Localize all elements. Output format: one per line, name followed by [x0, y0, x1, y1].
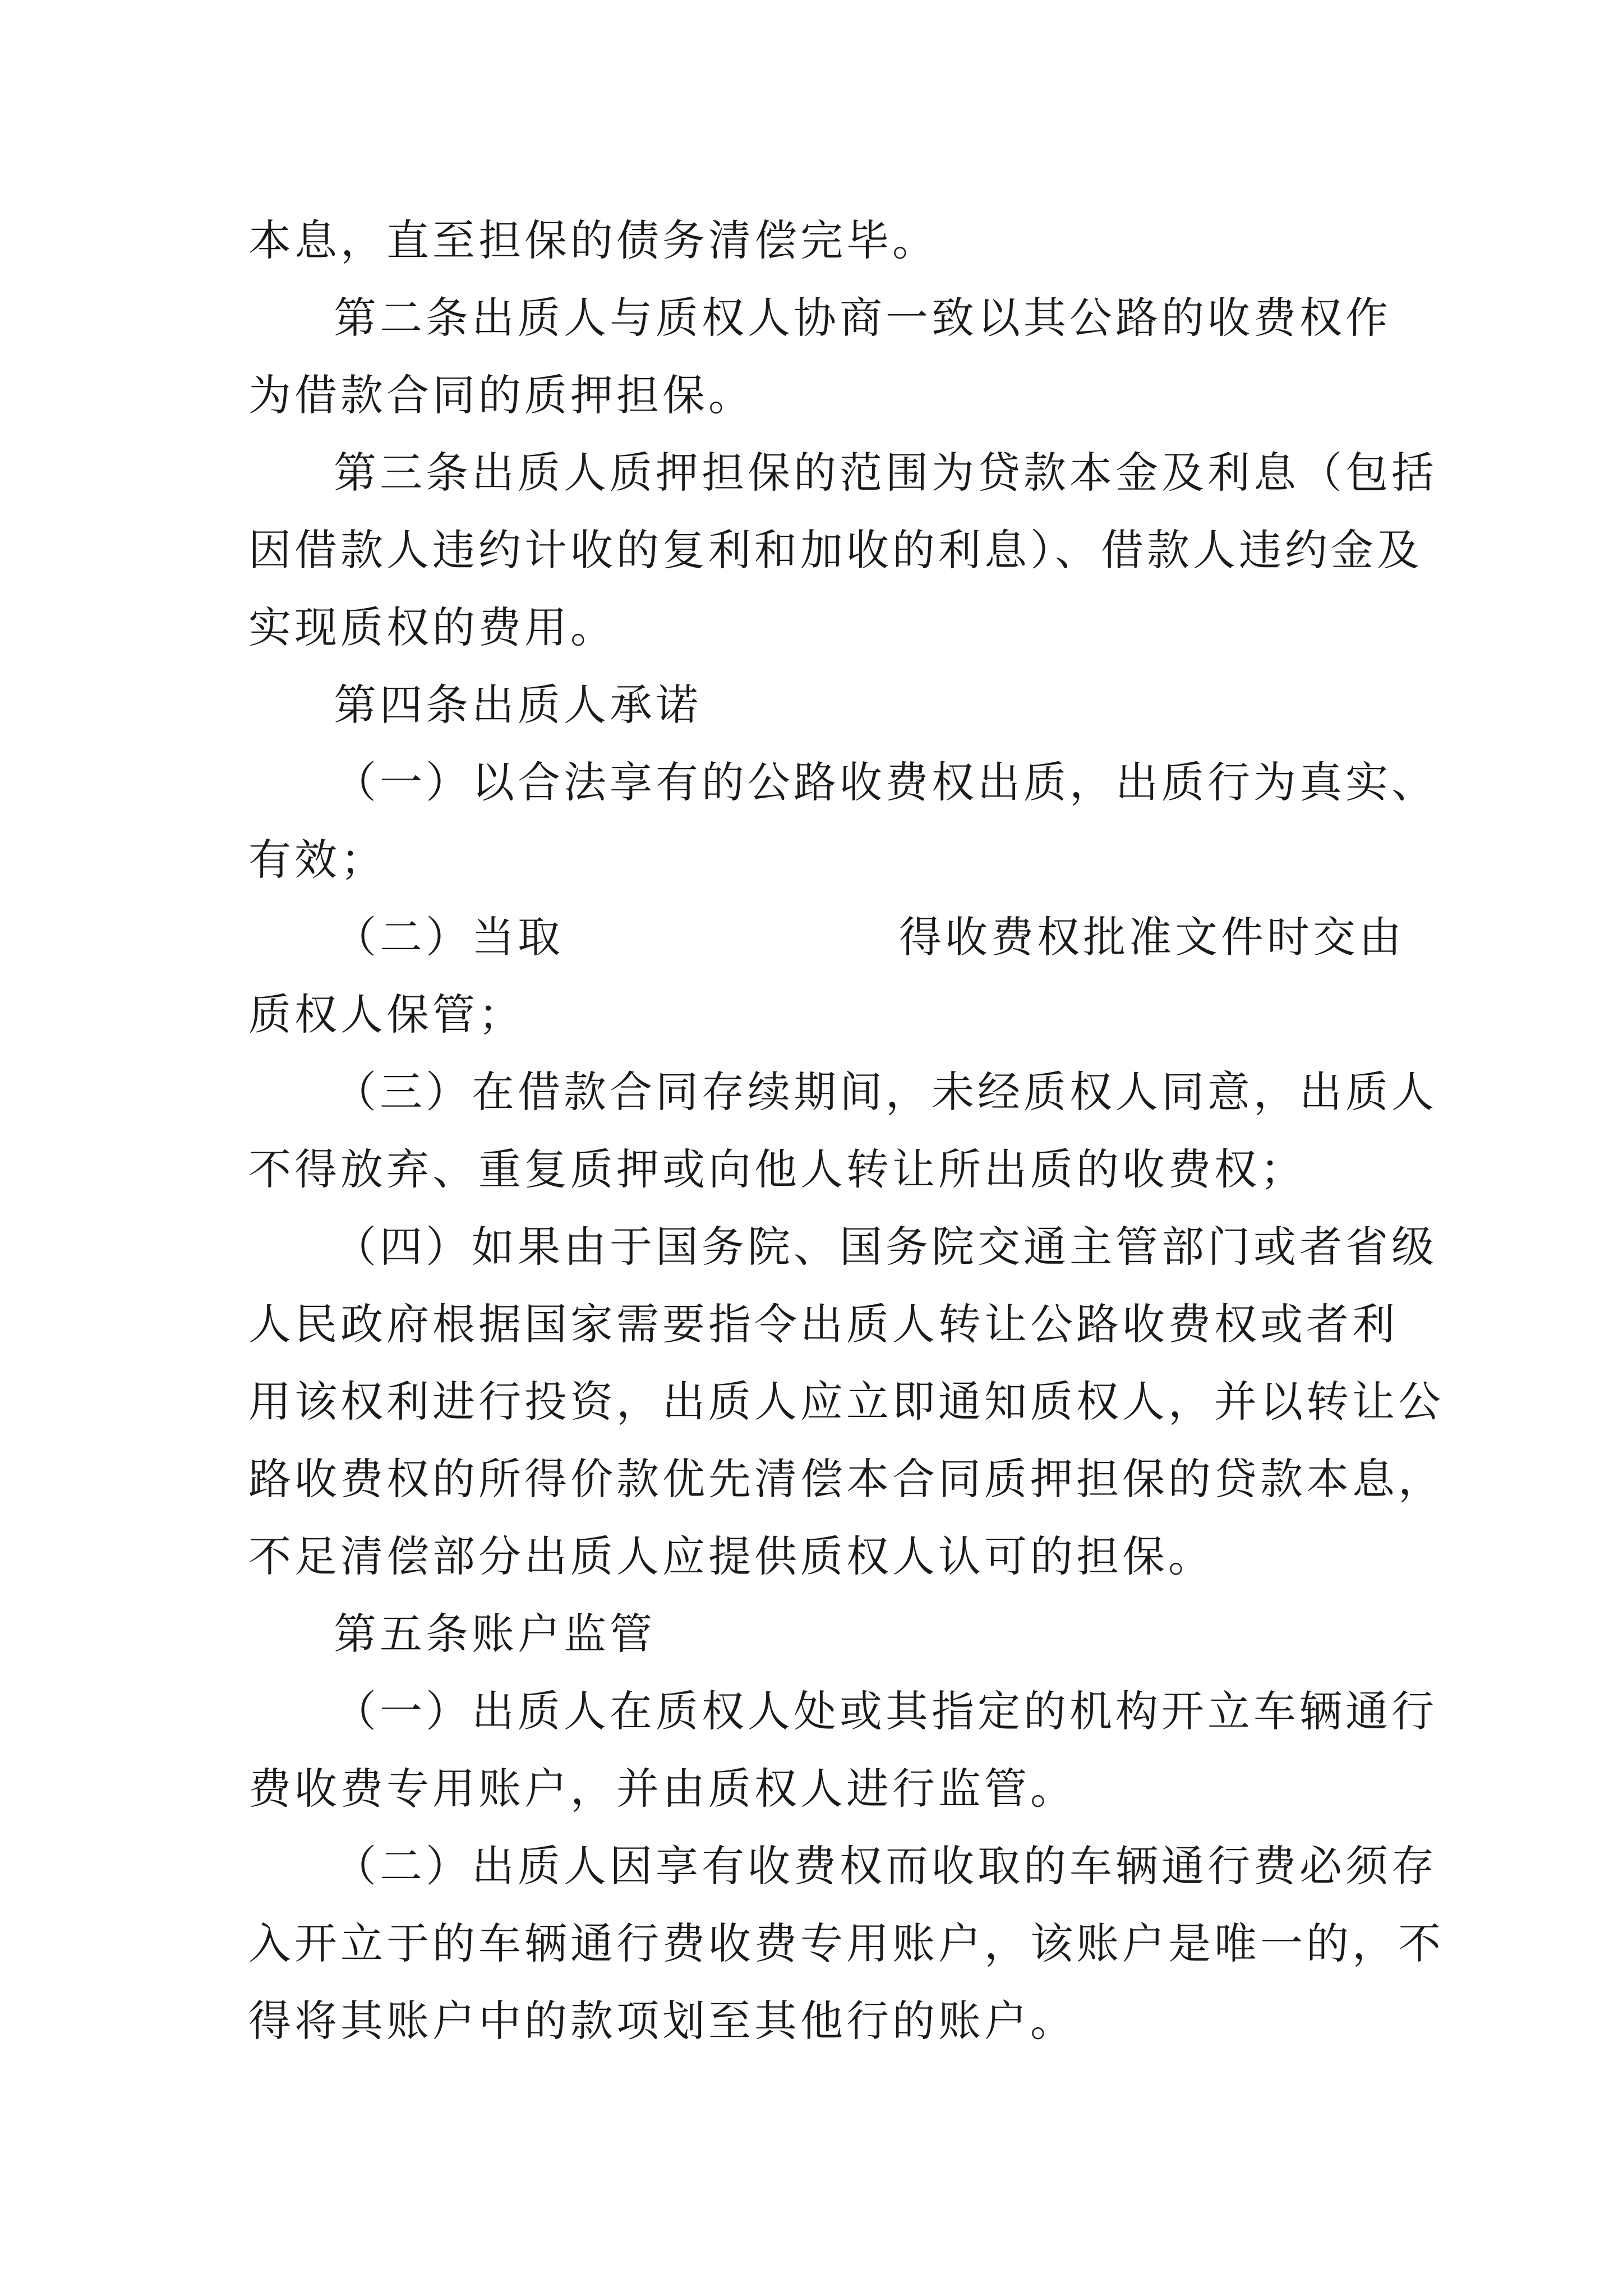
article-5-heading: 第五条账户监管: [334, 1609, 656, 1659]
paragraph-line: 得将其账户中的款项划至其他行的账户。: [248, 1996, 1076, 2046]
paragraph-line: 人民政府根据国家需要指令出质人转让公路收费权或者利: [248, 1299, 1398, 1349]
paragraph-line: 不得放弃、重复质押或向他人转让所出质的收费权；: [248, 1144, 1306, 1194]
clause-line-with-blank: [248, 899, 1405, 976]
paragraph-line: 质权人保管；: [248, 990, 524, 1039]
article-2-line: 第二条出质人与质权人协商一致以其公路的收费权作: [334, 293, 1391, 343]
paragraph-line: 入开立于的车辆通行费收费专用账户，该账户是唯一的，不: [248, 1918, 1444, 1968]
paragraph-line: 实现质权的费用。: [248, 602, 616, 652]
article-4-heading: 第四条出质人承诺: [334, 680, 702, 730]
document-body: [248, 202, 1444, 2060]
clause-line: （一）出质人在质权人处或其指定的机构开立车辆通行: [334, 1686, 1437, 1736]
paragraph-line: 因借款人违约计收的复利和加收的利息）、借款人违约金及: [248, 525, 1423, 575]
paragraph-line: 为借款合同的质押担保。: [248, 370, 754, 420]
clause-text-before-blank: （二）当取: [334, 912, 564, 962]
paragraph-line: 有效；: [248, 835, 386, 885]
paragraph-line: 路收费权的所得价款优先清偿本合同质押担保的贷款本息，: [248, 1454, 1444, 1504]
clause-line: （三）在借款合同存续期间，未经质权人同意，出质人: [334, 1067, 1437, 1117]
clause-line: （二）出质人因享有收费权而收取的车辆通行费必须存: [334, 1841, 1437, 1891]
clause-text-after-blank: 得收费权批准文件时交由: [899, 912, 1405, 962]
paragraph-line: 费收费专用账户，并由质权人进行监管。: [248, 1764, 1076, 1814]
paragraph-line: 用该权利进行投资，出质人应立即通知质权人，并以转让公: [248, 1377, 1444, 1427]
clause-line: （一）以合法享有的公路收费权出质，出质行为真实、: [334, 757, 1437, 807]
paragraph-line: 不足清偿部分出质人应提供质权人认可的担保。: [248, 1531, 1214, 1581]
clause-line: （四）如果由于国务院、国务院交通主管部门或者省级: [334, 1222, 1437, 1272]
paragraph-line: 本息，直至担保的债务清偿完毕。: [248, 215, 938, 265]
article-3-line: 第三条出质人质押担保的范围为贷款本金及利息（包括: [334, 448, 1437, 498]
